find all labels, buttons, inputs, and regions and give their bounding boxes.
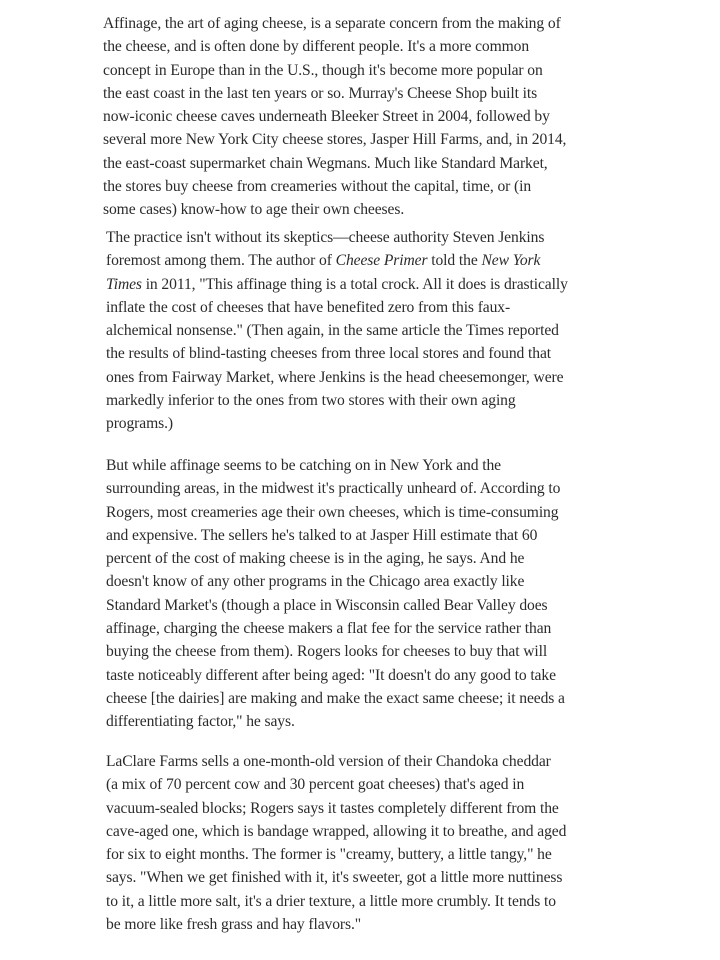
text-line: be more like fresh grass and hay flavors." (106, 916, 362, 934)
text-line: cheese [the dairies] are making and make the exact same cheese; it needs a (106, 689, 565, 707)
text-line: the east coast in the last ten years or so. Murray's Cheese Shop built its (103, 84, 538, 102)
text-line: now-iconic cheese caves underneath Bleeker Street in 2004, followed by (103, 108, 550, 126)
text-line: the cheese, and is often done by different people. It's a more common (103, 38, 530, 56)
text-line (106, 273, 628, 296)
text-line: several more New York City cheese stores, Jasper Hill Farms, and, in 2014, (103, 131, 567, 149)
paragraph-affinage-intro (103, 12, 623, 222)
text-line: Rogers, most creameries age their own cheeses, which is time-consuming (106, 503, 559, 521)
text-line: concept in Europe than in the U.S., though it's become more popular on (103, 61, 543, 79)
text-line: the results of blind-tasting cheeses from three local stores and found that (106, 345, 552, 363)
text-line: (a mix of 70 percent cow and 30 percent goat cheeses) that's aged in (106, 776, 525, 794)
text-line: ones from Fairway Market, where Jenkins is the head cheesemonger, were (106, 368, 564, 386)
publication-title-new-york: New York (481, 252, 541, 270)
text-line: affinage, charging the cheese makers a flat fee for the service rather than (106, 620, 552, 638)
text-line: Affinage, the art of aging cheese, is a separate concern from the making of (103, 15, 561, 32)
text-line: surrounding areas, in the midwest it's practically unheard of. According to (106, 480, 561, 498)
text-line: some cases) know-how to age their own cheeses. (103, 201, 405, 219)
text-line: LaClare Farms sells a one-month-old version of their Chandoka cheddar (106, 753, 551, 770)
text-line: differentiating factor," he says. (106, 713, 295, 731)
publication-title-times: Times (106, 275, 142, 293)
paragraph-laclare-farms (106, 750, 628, 936)
text-line: vacuum-sealed blocks; Rogers says it tastes completely different from the (106, 799, 559, 817)
text-line: programs.) (106, 415, 173, 433)
text-line: doesn't know of any other programs in the Chicago area exactly like (106, 573, 525, 591)
text-line: taste noticeably different after being aged: "It doesn't do any good to take (106, 666, 556, 684)
text-line: But while affinage seems to be catching on in New York and the (106, 457, 501, 474)
text-line: buying the cheese from them). Rogers looks for cheeses to buy that will (106, 643, 548, 661)
text-line: inflate the cost of cheeses that have benefited zero from this faux- (106, 298, 511, 316)
text-run: foremost among them. The author of (106, 252, 336, 270)
paragraph-skeptics (106, 226, 628, 436)
text-line: the stores buy cheese from creameries without the capital, time, or (in (103, 178, 532, 196)
text-run: told the (427, 252, 482, 270)
paragraph-midwest (106, 454, 632, 734)
text-line: Standard Market's (though a place in Wisconsin called Bear Valley does (106, 596, 548, 614)
text-line: alchemical nonsense." (Then again, in the same article the Times reported (106, 322, 559, 340)
text-line: the east-coast supermarket chain Wegmans. Much like Standard Market, (103, 154, 548, 172)
text-line: cave-aged one, which is bandage wrapped, allowing it to breathe, and aged (106, 822, 567, 840)
text-line: says. "When we get finished with it, it's sweeter, got a little more nuttiness (106, 869, 563, 887)
text-line: percent of the cost of making cheese is in the aging, he says. And he (106, 550, 525, 568)
text-line: to it, a little more salt, it's a drier texture, a little more crumbly. It tends to (106, 892, 556, 910)
text-line: for six to eight months. The former is "creamy, buttery, a little tangy," he (106, 846, 552, 864)
text-run: in 2011, "This affinage thing is a total crock. All it does is drastically (141, 275, 568, 293)
text-line: and expensive. The sellers he's talked to at Jasper Hill estimate that 60 (106, 526, 538, 544)
book-title-cheese-primer: Cheese Primer (335, 252, 428, 270)
text-line: The practice isn't without its skeptics—cheese authority Steven Jenkins (106, 229, 545, 246)
text-line: markedly inferior to the ones from two stores with their own aging (106, 392, 516, 410)
text-line (106, 249, 628, 272)
